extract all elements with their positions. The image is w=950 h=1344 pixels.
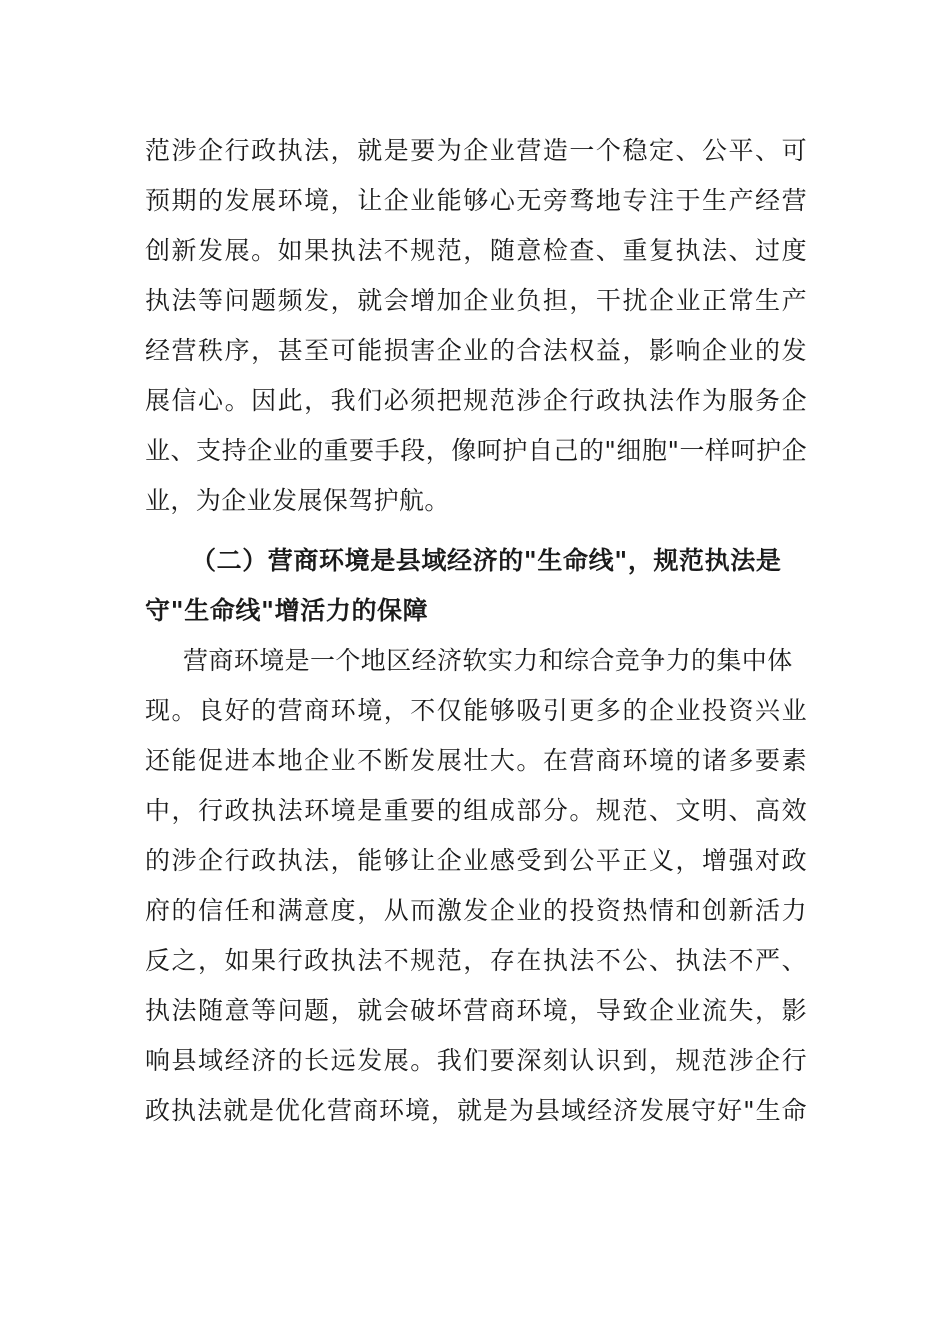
paragraph-line: 执法等问题频发，就会增加企业负担，干扰企业正常生产 — [145, 286, 807, 315]
paragraph-line: 业，为企业发展保驾护航。 — [145, 486, 450, 515]
paragraph-line: 中，行政执法环境是重要的组成部分。规范、文明、高效 — [145, 796, 807, 825]
section-heading — [145, 536, 807, 636]
paragraph-line: 预期的发展环境，让企业能够心无旁骛地专注于生产经营 — [145, 186, 807, 215]
paragraph-line: 反之，如果行政执法不规范，存在执法不公、执法不严、 — [145, 946, 807, 975]
paragraph-2 — [145, 636, 807, 1136]
paragraph-line: 创新发展。如果执法不规范，随意检查、重复执法、过度 — [145, 236, 807, 265]
paragraph-1 — [145, 126, 807, 526]
document-body — [145, 126, 807, 1136]
spacer — [145, 526, 807, 536]
paragraph-line: 展信心。因此，我们必须把规范涉企行政执法作为服务企 — [145, 386, 807, 415]
paragraph-line: 业、支持企业的重要手段，像呵护自己的"细胞"一样呵护企 — [145, 436, 807, 465]
paragraph-line: 的涉企行政执法，能够让企业感受到公平正义，增强对政 — [145, 846, 807, 875]
paragraph-line: 还能促进本地企业不断发展壮大。在营商环境的诸多要素 — [145, 746, 807, 775]
paragraph-line: 范涉企行政执法，就是要为企业营造一个稳定、公平、可 — [145, 136, 807, 165]
heading-line: 守"生命线"增活力的保障 — [145, 596, 429, 625]
heading-line: （二）营商环境是县域经济的"生命线"，规范执法是 — [191, 546, 782, 575]
paragraph-line: 政执法就是优化营商环境，就是为县域经济发展守好"生命 — [145, 1096, 807, 1125]
paragraph-line: 现。良好的营商环境，不仅能够吸引更多的企业投资兴业 — [145, 696, 807, 725]
paragraph-line: 响县域经济的长远发展。我们要深刻认识到，规范涉企行 — [145, 1046, 807, 1075]
paragraph-line: 经营秩序，甚至可能损害企业的合法权益，影响企业的发 — [145, 336, 807, 365]
paragraph-line: 府的信任和满意度，从而激发企业的投资热情和创新活力 — [145, 896, 807, 925]
paragraph-line: 营商环境是一个地区经济软实力和综合竞争力的集中体 — [183, 646, 793, 675]
paragraph-line: 执法随意等问题，就会破坏营商环境，导致企业流失，影 — [145, 996, 807, 1025]
